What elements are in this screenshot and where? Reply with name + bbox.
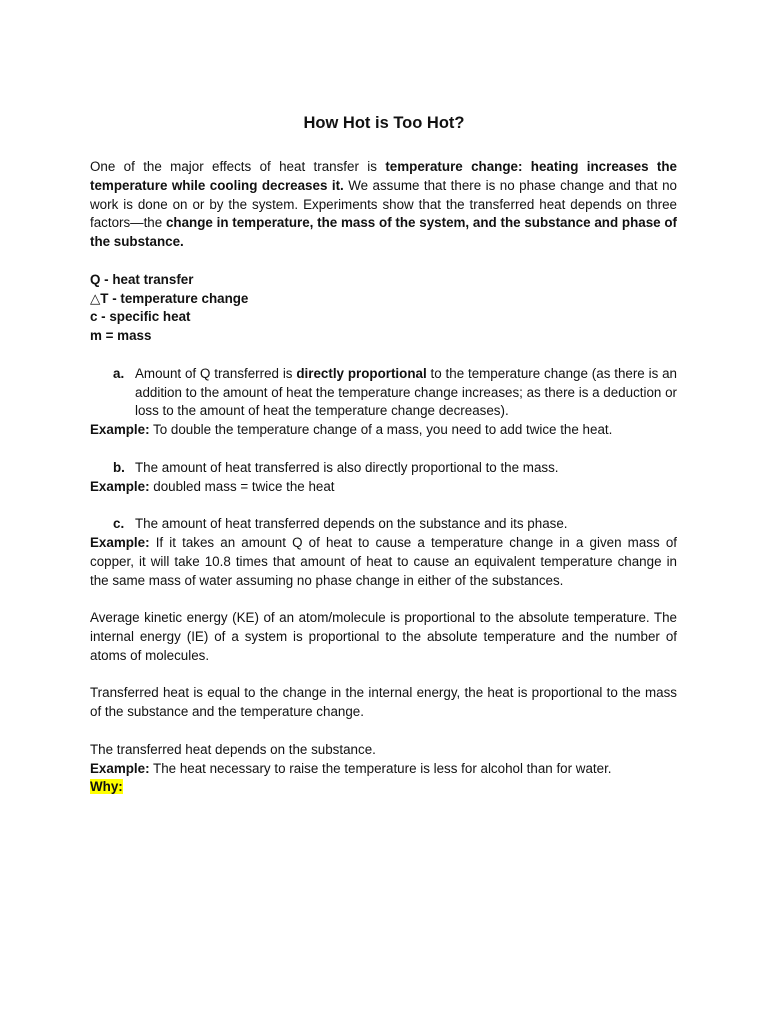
- intro-text-2: We assume that there is no phase change and that no work is done on or by the system. Experiments show that the transferred heat depends on three factors—the: [90, 177, 677, 231]
- variable-m: m = mass: [90, 328, 152, 344]
- why-highlight: Why:: [90, 779, 123, 795]
- document-body: [90, 158, 677, 797]
- why-line: [90, 778, 677, 797]
- item-a-text-2: to the temperature change (as there is an addition to the amount of heat the temperature change increases; as there is a deduction or loss to the amount of heat the temperature change decreases).: [135, 365, 677, 419]
- example-b: [90, 478, 677, 497]
- example-c: [90, 534, 677, 590]
- kinetic-energy-paragraph: Average kinetic energy (KE) of an atom/molecule is proportional to the absolute temperature. The internal energy (IE) of a system is proportional to the absolute temperature and the number of atoms of molecules.: [90, 610, 677, 663]
- final-example-text: The heat necessary to raise the temperature is less for alcohol than for water.: [149, 760, 612, 776]
- intro-paragraph: [90, 158, 677, 252]
- list-marker-b: b.: [113, 459, 125, 475]
- intro-bold-2: change in temperature, the mass of the system, and the substance and phase of the substance.: [90, 215, 678, 250]
- example-c-text: If it takes an amount Q of heat to cause a temperature change in a given mass of copper, it will take 10.8 times that amount of heat to cause an equivalent temperature change in the same mass of water assuming no phase change in either of the substances.: [90, 534, 677, 588]
- example-a-text: To double the temperature change of a mass, you need to add twice the heat.: [149, 422, 613, 438]
- variable-q: Q - heat transfer: [90, 271, 194, 287]
- example-b-label: Example:: [90, 478, 150, 494]
- list-item-c: [113, 515, 677, 534]
- list-text-b: The amount of heat transferred is also directly proportional to the mass.: [135, 459, 559, 475]
- list-marker-c: c.: [113, 516, 125, 532]
- intro-bold-1: temperature change: heating increases the temperature while cooling decreases it.: [90, 159, 677, 193]
- final-example-label: Example:: [90, 760, 150, 776]
- list-text-c: The amount of heat transferred depends on the substance and its phase.: [135, 516, 568, 532]
- variable-delta-t: △T - temperature change: [90, 290, 249, 306]
- intro-text-1: One of the major effects of heat transfer is: [90, 159, 386, 174]
- depends-paragraph: The transferred heat depends on the substance.: [90, 741, 376, 757]
- example-b-text: doubled mass = twice the heat: [149, 478, 335, 494]
- final-example: [90, 760, 677, 779]
- example-c-label: Example:: [90, 534, 150, 550]
- page-title: How Hot is Too Hot?: [303, 114, 465, 132]
- transferred-heat-paragraph: Transferred heat is equal to the change in the internal energy, the heat is proportional to the mass of the substance and the temperature change.: [90, 685, 677, 720]
- item-a-text-1: Amount of Q transferred is: [135, 365, 297, 381]
- list-item-a: [113, 365, 677, 421]
- list-text-a: [135, 365, 677, 421]
- variable-c: c - specific heat: [90, 309, 191, 325]
- example-a-label: Example:: [90, 422, 150, 438]
- item-a-bold: directly proportional: [296, 365, 427, 381]
- list-item-b: [113, 459, 677, 478]
- example-a: [90, 421, 677, 440]
- variable-list: [90, 271, 677, 346]
- list-marker-a: a.: [113, 365, 125, 381]
